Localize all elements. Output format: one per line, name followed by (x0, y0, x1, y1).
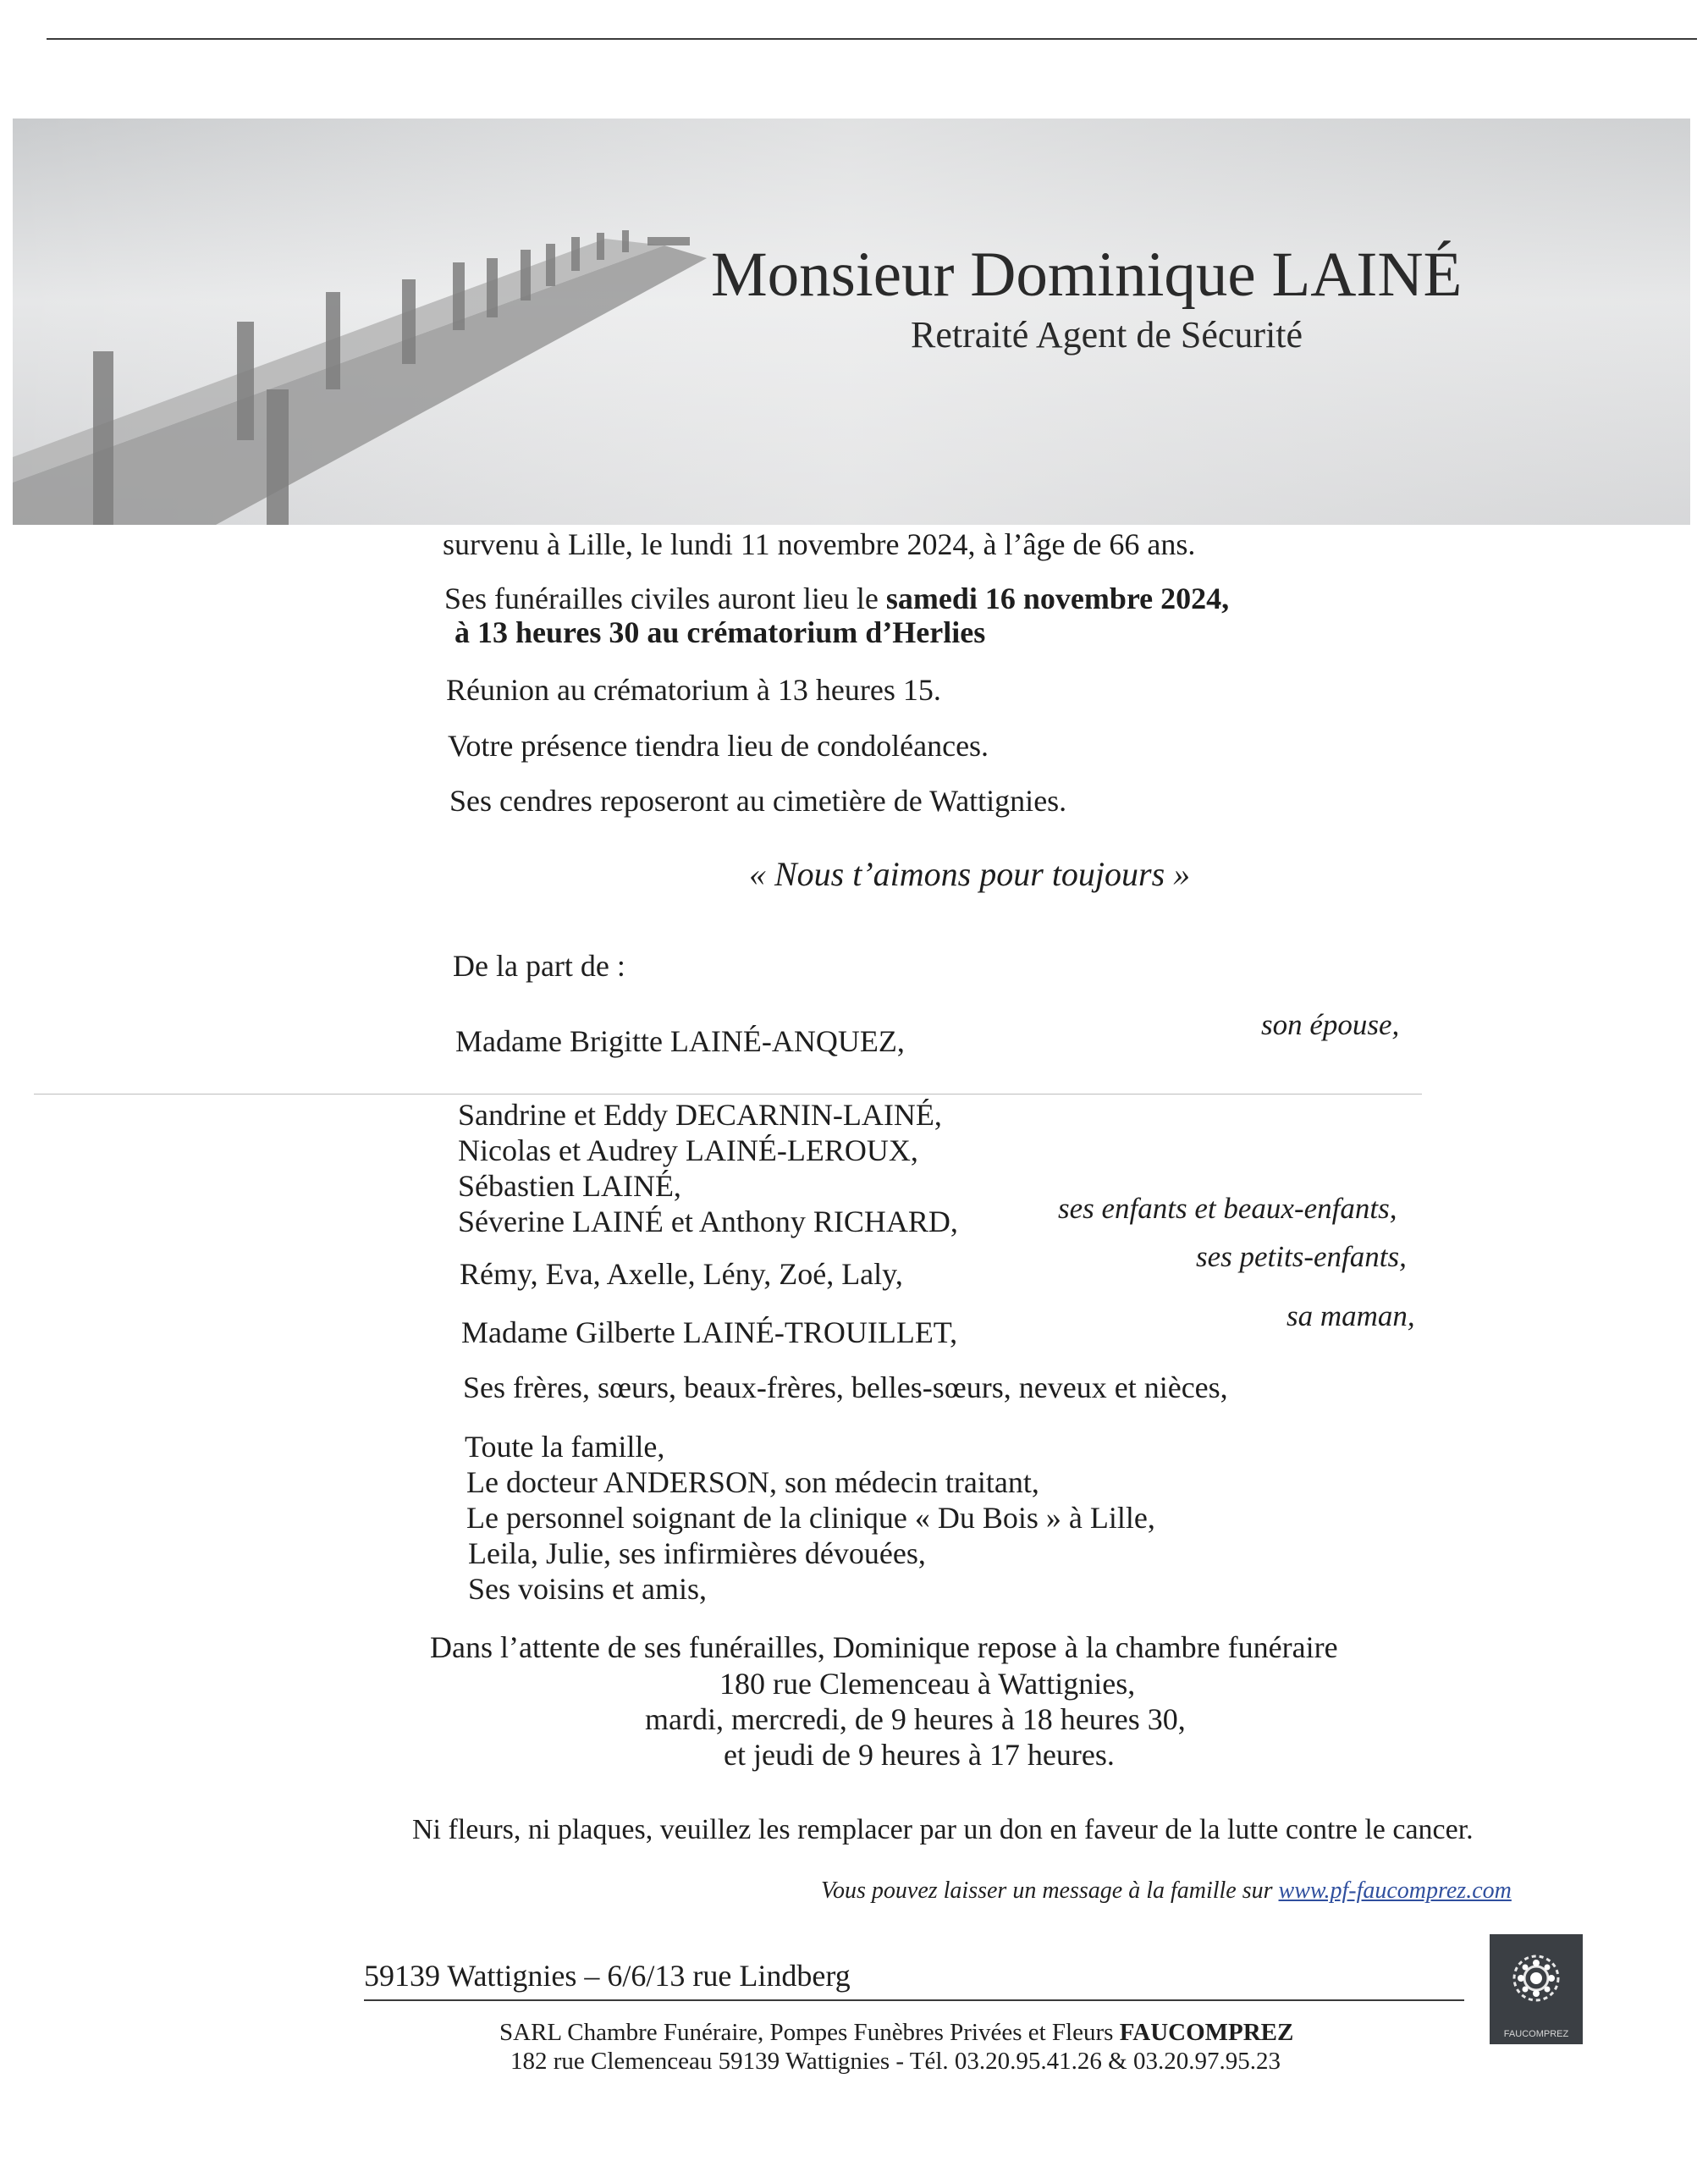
agency-address: 59139 Wattignies – 6/6/13 rue Lindberg (364, 1959, 851, 1993)
meeting-info: Réunion au crématorium à 13 heures 15. (446, 673, 941, 707)
mother-relation: sa maman, (1287, 1299, 1415, 1332)
family-intro: De la part de : (453, 949, 625, 983)
visitation-line: et jeudi de 9 heures à 17 heures. (724, 1738, 1115, 1772)
rosette-icon (1490, 1934, 1583, 2027)
visitation-line: Dans l’attente de ses funérailles, Dominique repose à la chambre funéraire (430, 1630, 1338, 1664)
spouse-name: Madame Brigitte LAINÉ-ANQUEZ, (455, 1024, 905, 1058)
siblings-line: Ses frères, sœurs, beaux-frères, belles-sœurs, neveux et nièces, (463, 1370, 1228, 1404)
funeral-date-line (444, 581, 1229, 616)
condolences-note: Votre présence tiendra lieu de condoléances. (448, 729, 989, 763)
deceased-profession: Retraité Agent de Sécurité (911, 314, 1303, 356)
fold-divider (34, 1094, 1422, 1095)
footer-divider (364, 1999, 1464, 2001)
company-line (499, 2019, 1293, 2047)
funeral-prefix: Ses funérailles civiles auront lieu le (444, 582, 886, 615)
top-divider (47, 38, 1697, 40)
company-address: 182 rue Clemenceau 59139 Wattignies - Tél. 03.20.95.41.26 & 03.20.97.95.23 (510, 2048, 1281, 2075)
logo-label: FAUCOMPREZ (1503, 2029, 1569, 2039)
mother-name: Madame Gilberte LAINÉ-TROUILLET, (461, 1315, 958, 1349)
child-line: Nicolas et Audrey LAINÉ-LEROUX, (458, 1133, 918, 1167)
grandchildren-relation: ses petits-enfants, (1196, 1240, 1407, 1273)
pier-banner-image (13, 119, 1690, 525)
funeral-date: samedi 16 novembre 2024, (885, 582, 1230, 615)
children-relation: ses enfants et beaux-enfants, (1058, 1192, 1397, 1225)
spouse-relation: son épouse, (1261, 1008, 1400, 1041)
child-line: Sandrine et Eddy DECARNIN-LAINÉ, (458, 1098, 942, 1132)
ashes-note: Ses cendres reposeront au cimetière de Wattignies. (449, 784, 1067, 818)
other-relative-line: Le personnel soignant de la clinique « Du Bois » à Lille, (466, 1501, 1155, 1535)
other-relative-line: Le docteur ANDERSON, son médecin traitant, (466, 1465, 1039, 1499)
visitation-line: mardi, mercredi, de 9 heures à 18 heures 30, (645, 1702, 1186, 1736)
other-relative-line: Leila, Julie, ses infirmières dévouées, (468, 1536, 926, 1570)
memorial-quote: « Nous t’aimons pour toujours » (749, 855, 1191, 893)
faucomprez-logo (1490, 1934, 1583, 2044)
other-relative-line: Ses voisins et amis, (468, 1572, 708, 1606)
funeral-place: à 13 heures 30 au crématorium d’Herlies (455, 615, 986, 649)
flowers-note: Ni fleurs, ni plaques, veuillez les remplacer par un don en faveur de la lutte contre le cancer. (412, 1814, 1474, 1845)
website-prefix: Vous pouvez laisser un message à la famille sur (821, 1878, 1279, 1904)
company-prefix: SARL Chambre Funéraire, Pompes Funèbres Privées et Fleurs (499, 2019, 1120, 2046)
death-notice: survenu à Lille, le lundi 11 novembre 2024, à l’âge de 66 ans. (443, 527, 1196, 561)
child-line: Sébastien LAINÉ, (458, 1169, 681, 1203)
website-link[interactable]: www.pf-faucomprez.com (1278, 1878, 1512, 1904)
other-relative-line: Toute la famille, (465, 1430, 665, 1464)
visitation-line: 180 rue Clemenceau à Wattignies, (719, 1667, 1136, 1701)
website-note (821, 1878, 1512, 1905)
deceased-name: Monsieur Dominique LAINÉ (711, 240, 1463, 310)
child-line: Séverine LAINÉ et Anthony RICHARD, (458, 1205, 958, 1238)
grandchildren-names: Rémy, Eva, Axelle, Lény, Zoé, Laly, (460, 1257, 903, 1291)
company-name: FAUCOMPREZ (1119, 2019, 1294, 2046)
